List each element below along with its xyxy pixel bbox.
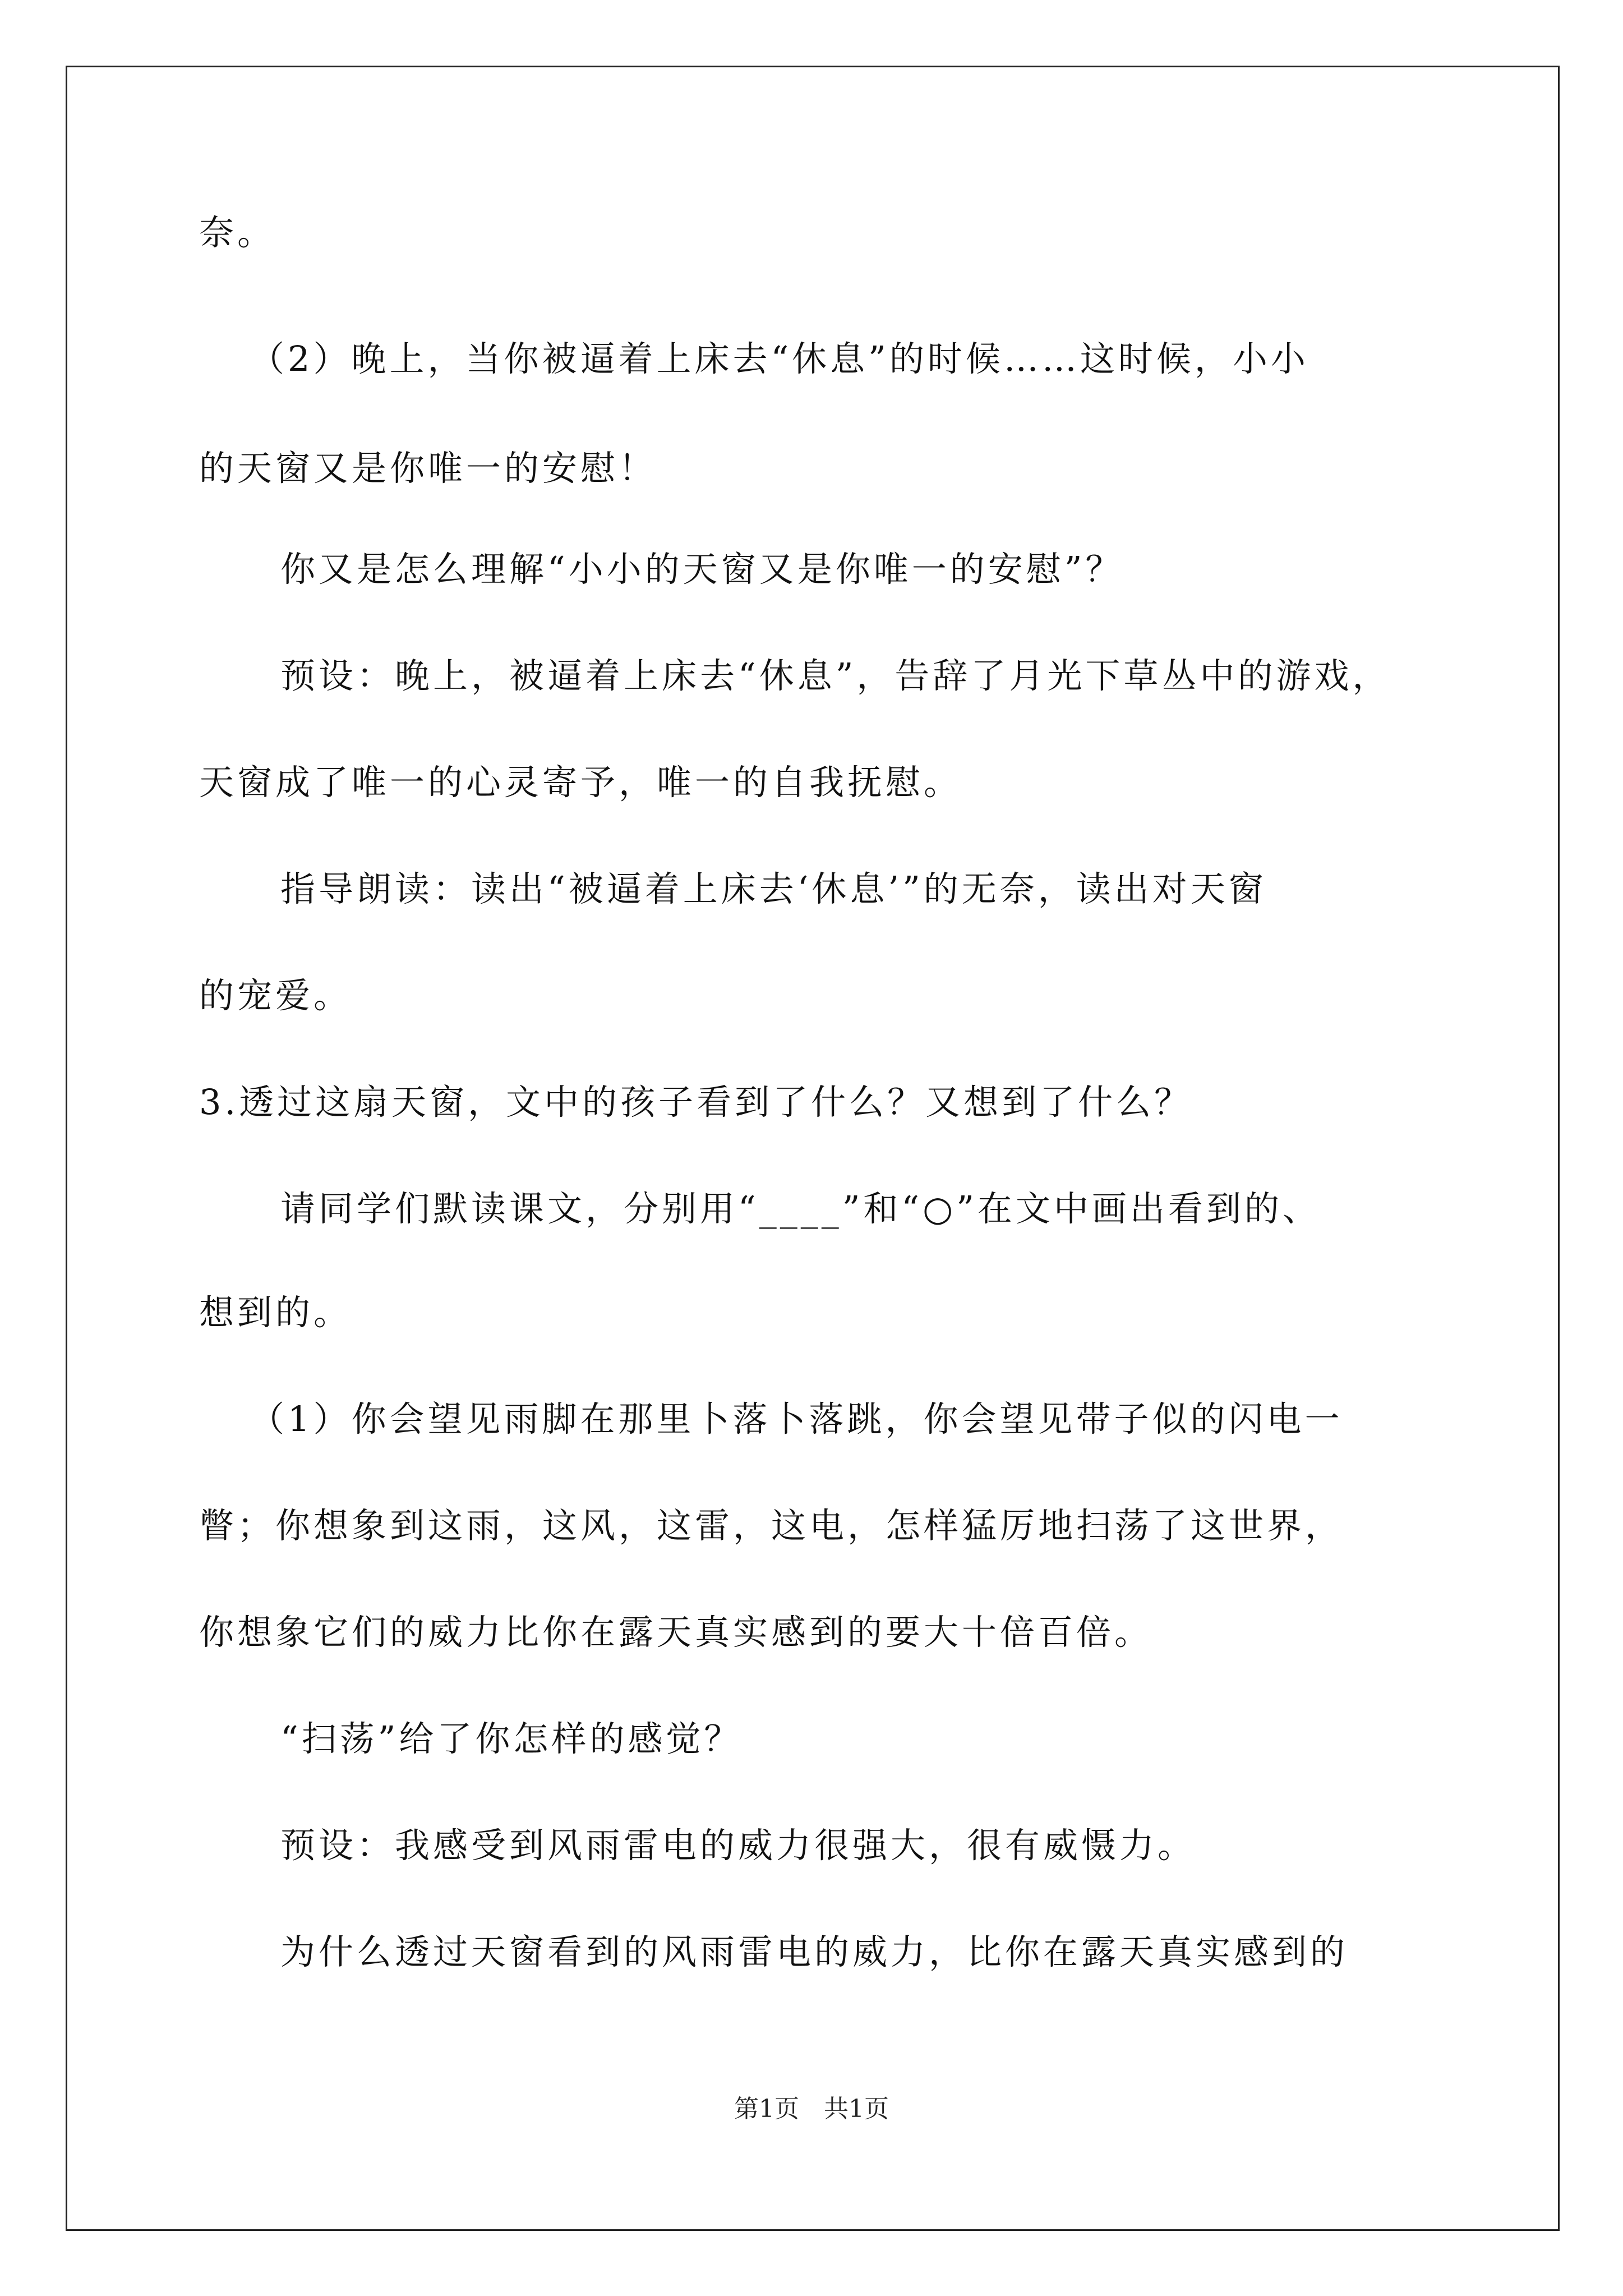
page-footer: 第1页 共1页: [734, 2095, 889, 2123]
text-line: 天窗成了唯一的心灵寄予，唯一的自我抚慰。: [199, 762, 962, 803]
text-line: 想到的。: [199, 1292, 352, 1333]
text-line: “扫荡”给了你怎样的感觉？: [280, 1718, 743, 1759]
text-line: 指导朗读：读出“被逼着上床去‘休息’”的无奈，读出对天窗: [280, 868, 1267, 909]
text-line: 的宠爱。: [199, 975, 352, 1016]
text-line: 奈。: [199, 212, 276, 253]
text-line: 请同学们默读课文，分别用“____”和“○”在文中画出看到的、: [280, 1188, 1321, 1229]
text-line: 预设：我感受到风雨雷电的威力很强大，很有威慑力。: [280, 1825, 1196, 1866]
text-line: 你又是怎么理解“小小的天窗又是你唯一的安慰”？: [280, 549, 1124, 590]
text-line: 瞥；你想象到这雨，这风，这雷，这电，怎样猛厉地扫荡了这世界，: [199, 1505, 1344, 1546]
text-line: （1）你会望见雨脚在那里卜落卜落跳，你会望见带子似的闪电一: [250, 1398, 1343, 1439]
text-line: 为什么透过天窗看到的风雨雷电的威力，比你在露天真实感到的: [280, 1931, 1349, 1972]
text-line: （2）晚上，当你被逼着上床去“休息”的时候……这时候，小小: [250, 338, 1309, 379]
page-border: [66, 66, 1560, 2231]
text-line: 你想象它们的威力比你在露天真实感到的要大十倍百倍。: [199, 1612, 1153, 1653]
text-line: 预设：晚上，被逼着上床去“休息”，告辞了月光下草丛中的游戏，: [280, 655, 1391, 696]
text-line: 的天窗又是你唯一的安慰！: [199, 448, 657, 489]
text-line: 3.透过这扇天窗，文中的孩子看到了什么？又想到了什么？: [199, 1082, 1193, 1122]
